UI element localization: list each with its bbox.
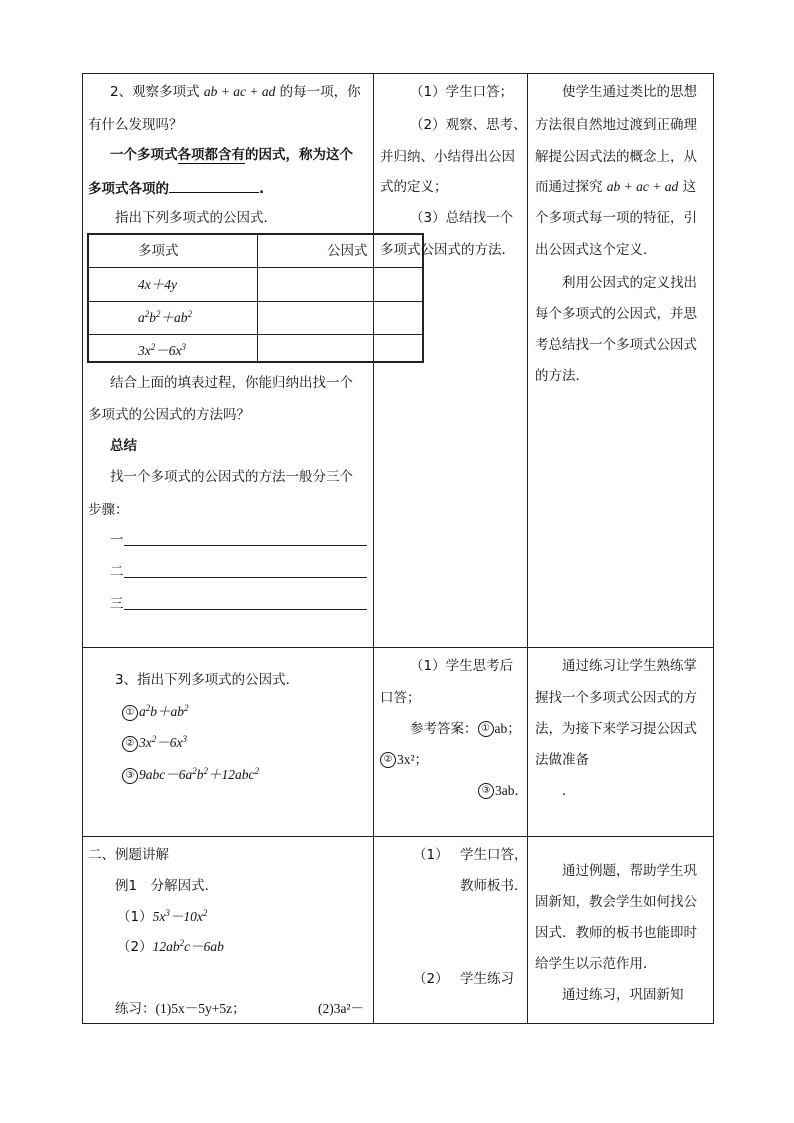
s2-answer-line bbox=[410, 719, 521, 739]
s2-answer-2-line bbox=[380, 750, 428, 770]
question-3-item-2: ② $3x^2-6x^3$ bbox=[122, 733, 187, 753]
answer-2: 3x²； bbox=[397, 752, 429, 767]
table-row-2-polynomial: $a^2b^2+ab^2$ bbox=[138, 309, 192, 325]
steps-intro-line1: 找一个多项式的公因式的方法一般分三个 bbox=[110, 469, 353, 485]
intent-line-4-expression: ab + ac + ad bbox=[606, 179, 679, 194]
intent-line-10: 的方法． bbox=[535, 368, 589, 384]
example-1-title: 例1 分解因式． bbox=[115, 878, 219, 894]
instruction-text: 指出下列多项式的公因式． bbox=[115, 210, 277, 226]
step-2-blank bbox=[124, 577, 367, 578]
activity-2-cont-1: 并归纳、小结得出公因 bbox=[380, 149, 515, 165]
example-1-part-2-label: （2） bbox=[117, 939, 153, 955]
question-3-item-3: ③ $9abc-6a^2b^2+12abc^2$ bbox=[122, 765, 259, 785]
s3-intent-line-2: 固新知，教会学生如何找公 bbox=[535, 894, 697, 910]
step-2 bbox=[110, 562, 124, 582]
s2-intent-line-1: 通过练习让学生熟练掌 bbox=[562, 658, 697, 674]
s3-intent-line-3: 因式．教师的板书也能即时 bbox=[535, 925, 697, 941]
practice-line: 练习：(1)5x－5y+5z； bbox=[115, 1001, 246, 1016]
intent-line-4-b: 这 bbox=[682, 179, 697, 195]
definition-part-a: 一个多项式 bbox=[110, 147, 178, 163]
s2-answer-3-line bbox=[478, 781, 528, 801]
activity-3: （3）总结找一个 bbox=[410, 210, 514, 226]
row-divider-2 bbox=[82, 836, 714, 837]
example-1-part-2: $(2)12ab^2c-6ab$ bbox=[117, 938, 224, 955]
intent-line-2: 方法很自然地过渡到正确理 bbox=[535, 117, 697, 133]
example-1-part-1: $(1)5x^3-10x^2$ bbox=[117, 908, 208, 925]
step-3 bbox=[110, 594, 124, 614]
examples-heading: 二、例题讲解 bbox=[88, 847, 169, 863]
step-3-label: 三 bbox=[110, 596, 124, 612]
practice-part-2: (2)3a²－ bbox=[318, 1001, 365, 1016]
inner-table-col-divider-1 bbox=[257, 233, 258, 363]
step-1 bbox=[110, 530, 124, 550]
activity-1: （1）学生口答； bbox=[410, 84, 514, 100]
circled-1-icon: ① bbox=[478, 721, 494, 737]
s3-intent-line-1: 通过例题，帮助学生巩 bbox=[562, 863, 697, 879]
table-header-polynomial: 多项式 bbox=[138, 243, 179, 259]
circled-2-icon: ② bbox=[380, 752, 396, 768]
row-divider-1 bbox=[82, 647, 714, 648]
activity-2-cont-2: 式的定义； bbox=[380, 179, 448, 195]
definition-line1 bbox=[110, 145, 353, 165]
definition-part-c: 的因式，称为这个 bbox=[245, 147, 353, 163]
intent-line-4 bbox=[535, 177, 696, 197]
table-border-left bbox=[82, 73, 83, 1024]
intent-line-8: 每个多项式的公因式，并思 bbox=[535, 306, 697, 322]
step-2-label: 二 bbox=[110, 564, 124, 580]
steps-intro-line2: 步骤： bbox=[88, 502, 129, 518]
s3-intent-line-5: 通过练习，巩固新知 bbox=[562, 987, 684, 1003]
table-border-top bbox=[82, 73, 714, 74]
answer-label: 参考答案： bbox=[410, 721, 478, 737]
s3-activity-1-num: （1） bbox=[413, 847, 449, 863]
intent-line-6: 出公因式这个定义． bbox=[535, 242, 657, 258]
s2-activity-line-1: （1）学生思考后 bbox=[410, 658, 514, 674]
definition-blank bbox=[169, 177, 259, 193]
question-2-expression: ab + ac + ad bbox=[203, 84, 276, 99]
table-border-right bbox=[713, 73, 714, 1024]
s3-activity-2-num: （2） bbox=[413, 971, 449, 987]
column-divider-1 bbox=[373, 73, 374, 1024]
table-row-3-polynomial: $3x^2-6x^3$ bbox=[138, 342, 186, 358]
intent-line-1: 使学生通过类比的思想 bbox=[562, 84, 697, 100]
question-2-line2: 有什么发现吗？ bbox=[88, 117, 183, 133]
question-2-line1 bbox=[110, 82, 361, 102]
s3-activity-1-cont: 教师板书． bbox=[460, 878, 528, 894]
intent-line-7: 利用公因式的定义找出 bbox=[562, 275, 697, 291]
s3-activity-2-text: 学生练习 bbox=[460, 971, 514, 987]
intent-line-4-a: 而通过探究 bbox=[535, 179, 603, 195]
activity-3-cont: 多项式公因式的方法． bbox=[380, 242, 515, 258]
s3-activity-1-text: 学生口答， bbox=[460, 847, 528, 863]
s2-intent-line-5: ． bbox=[562, 783, 576, 799]
intent-line-9: 考总结找一个多项式公因式 bbox=[535, 337, 697, 353]
answer-3: 3ab． bbox=[495, 783, 528, 798]
definition-line2 bbox=[88, 177, 264, 199]
summary-title: 总结 bbox=[110, 438, 137, 454]
step-1-blank bbox=[124, 545, 367, 546]
summary-question-line1: 结合上面的填表过程，你能归纳出找一个 bbox=[110, 375, 353, 391]
table-row-1-polynomial: 4x＋4y bbox=[138, 277, 177, 292]
table-header-common-factor: 公因式 bbox=[327, 243, 368, 259]
intent-line-5: 个多项式每一项的特征，引 bbox=[535, 210, 697, 226]
question-2-prefix: 2、观察多项式 bbox=[110, 84, 200, 100]
question-3-title: 3、指出下列多项式的公因式． bbox=[115, 672, 300, 688]
answer-1: ab； bbox=[494, 721, 521, 736]
inner-table-row-divider-2 bbox=[87, 301, 424, 302]
s2-intent-line-3: 法，为接下来学习提公因式 bbox=[535, 721, 697, 737]
s3-intent-line-4: 给学生以示范作用． bbox=[535, 956, 657, 972]
inner-table-col-divider-2 bbox=[373, 267, 374, 363]
definition-line2-text: 多项式各项的 bbox=[88, 181, 169, 197]
inner-table-row-divider-3 bbox=[87, 334, 424, 335]
step-3-blank bbox=[124, 609, 367, 610]
summary-question-line2: 多项式的公因式的方法吗？ bbox=[88, 407, 250, 423]
activity-2: （2）观察、思考、 bbox=[410, 117, 527, 133]
step-1-label: 一 bbox=[110, 532, 124, 548]
question-3-item-1: ① $a^2b+ab^2$ bbox=[122, 702, 189, 722]
table-border-bottom bbox=[82, 1023, 714, 1024]
question-2-suffix: 的每一项，你 bbox=[279, 84, 361, 100]
circled-3-icon: ③ bbox=[478, 783, 494, 799]
intent-line-3: 解提公因式法的概念上，从 bbox=[535, 149, 697, 165]
definition-period: . bbox=[259, 181, 265, 197]
circled-1-icon: ① bbox=[122, 705, 138, 721]
inner-table-row-divider-1 bbox=[87, 267, 424, 268]
s2-activity-line-2: 口答； bbox=[380, 690, 421, 706]
example-1-part-1-label: （1） bbox=[117, 909, 153, 925]
s2-intent-line-2: 握找一个多项式公因式的方 bbox=[535, 690, 697, 706]
definition-emphasis: 各项都含有 bbox=[177, 147, 245, 163]
circled-2-icon: ② bbox=[122, 736, 138, 752]
s2-intent-line-4: 法做准备 bbox=[535, 752, 589, 768]
circled-3-icon: ③ bbox=[122, 768, 138, 784]
